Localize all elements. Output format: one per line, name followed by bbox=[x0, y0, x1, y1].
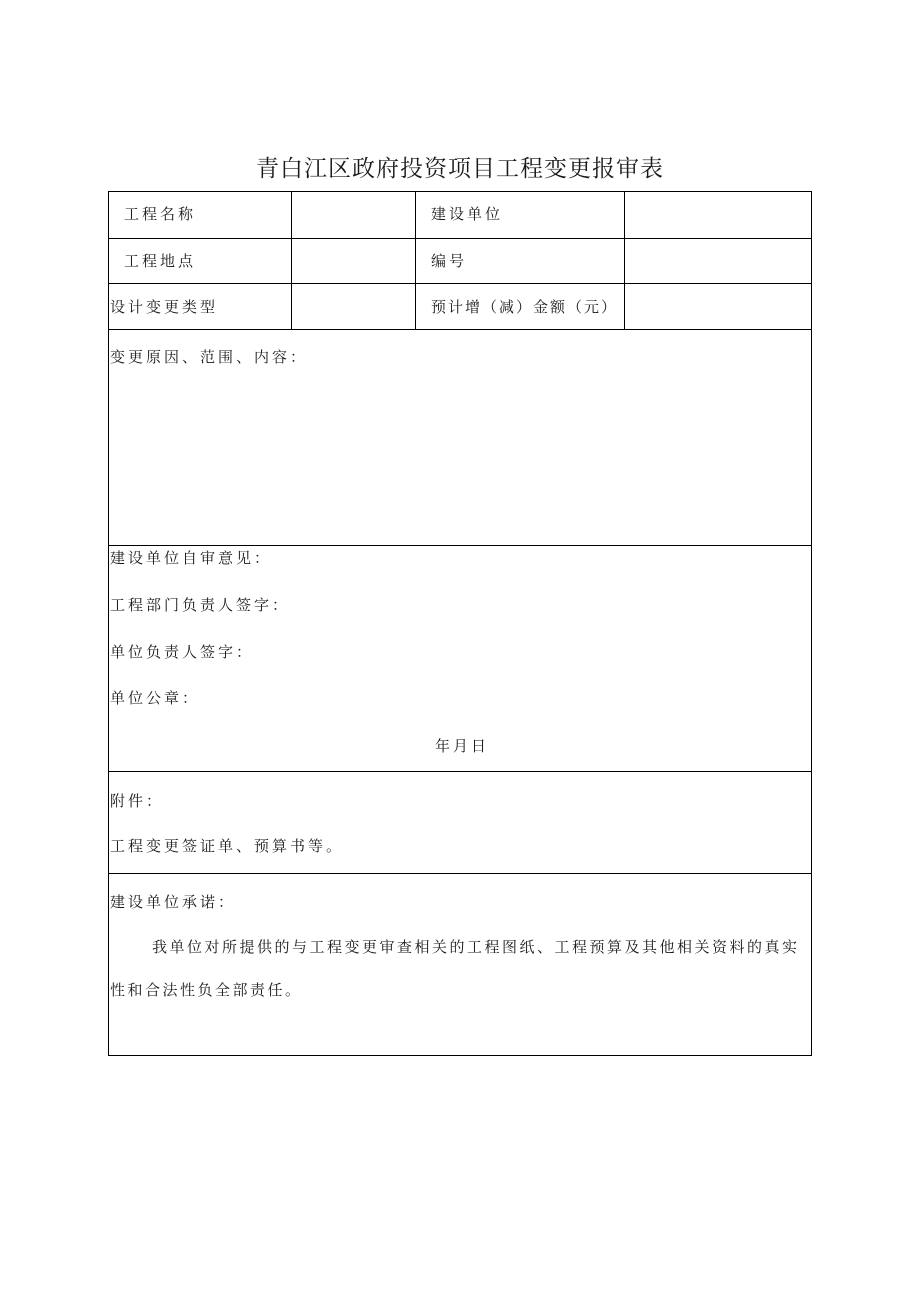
change-type-label: 设计变更类型 bbox=[110, 298, 219, 316]
self-review-label: 建设单位自审意见： bbox=[110, 549, 273, 567]
column-divider bbox=[624, 191, 625, 330]
row-divider bbox=[108, 329, 812, 330]
commitment-text: 我单位对所提供的与工程变更审查相关的工程图纸、工程预算及其他相关资料的真实性和合法性负全部责任。 bbox=[110, 938, 800, 999]
change-reason-label: 变更原因、范围、内容： bbox=[110, 348, 309, 366]
project-location-label: 工程地点 bbox=[124, 252, 197, 270]
column-divider bbox=[291, 191, 292, 330]
table-border-right bbox=[811, 191, 812, 1056]
attachments-content: 工程变更签证单、预算书等。 bbox=[110, 837, 345, 855]
commitment-label: 建设单位承诺： bbox=[110, 893, 237, 911]
change-reason-field[interactable] bbox=[110, 373, 808, 539]
project-name-label: 工程名称 bbox=[124, 205, 197, 223]
row-divider bbox=[108, 283, 812, 284]
row-divider bbox=[108, 771, 812, 772]
estimated-amount-label: 预计增（减）金额（元） bbox=[431, 298, 619, 316]
form-title: 青白江区政府投资项目工程变更报审表 bbox=[256, 156, 664, 182]
table-border-top bbox=[108, 191, 812, 192]
row-divider bbox=[108, 545, 812, 546]
change-review-form bbox=[108, 191, 812, 1056]
dept-signature-label: 工程部门负责人签字： bbox=[110, 596, 291, 614]
row-divider bbox=[108, 873, 812, 874]
date-label: 年月日 bbox=[435, 737, 490, 755]
table-border-bottom bbox=[108, 1055, 812, 1056]
attachments-label: 附件： bbox=[110, 792, 165, 810]
seal-label: 单位公章： bbox=[110, 689, 201, 707]
table-border-left bbox=[108, 191, 109, 1056]
builder-label: 建设单位 bbox=[431, 205, 504, 223]
unit-signature-label: 单位负责人签字： bbox=[110, 643, 255, 661]
serial-number-label: 编号 bbox=[431, 252, 468, 270]
row-divider bbox=[108, 238, 812, 239]
column-divider bbox=[415, 191, 416, 330]
